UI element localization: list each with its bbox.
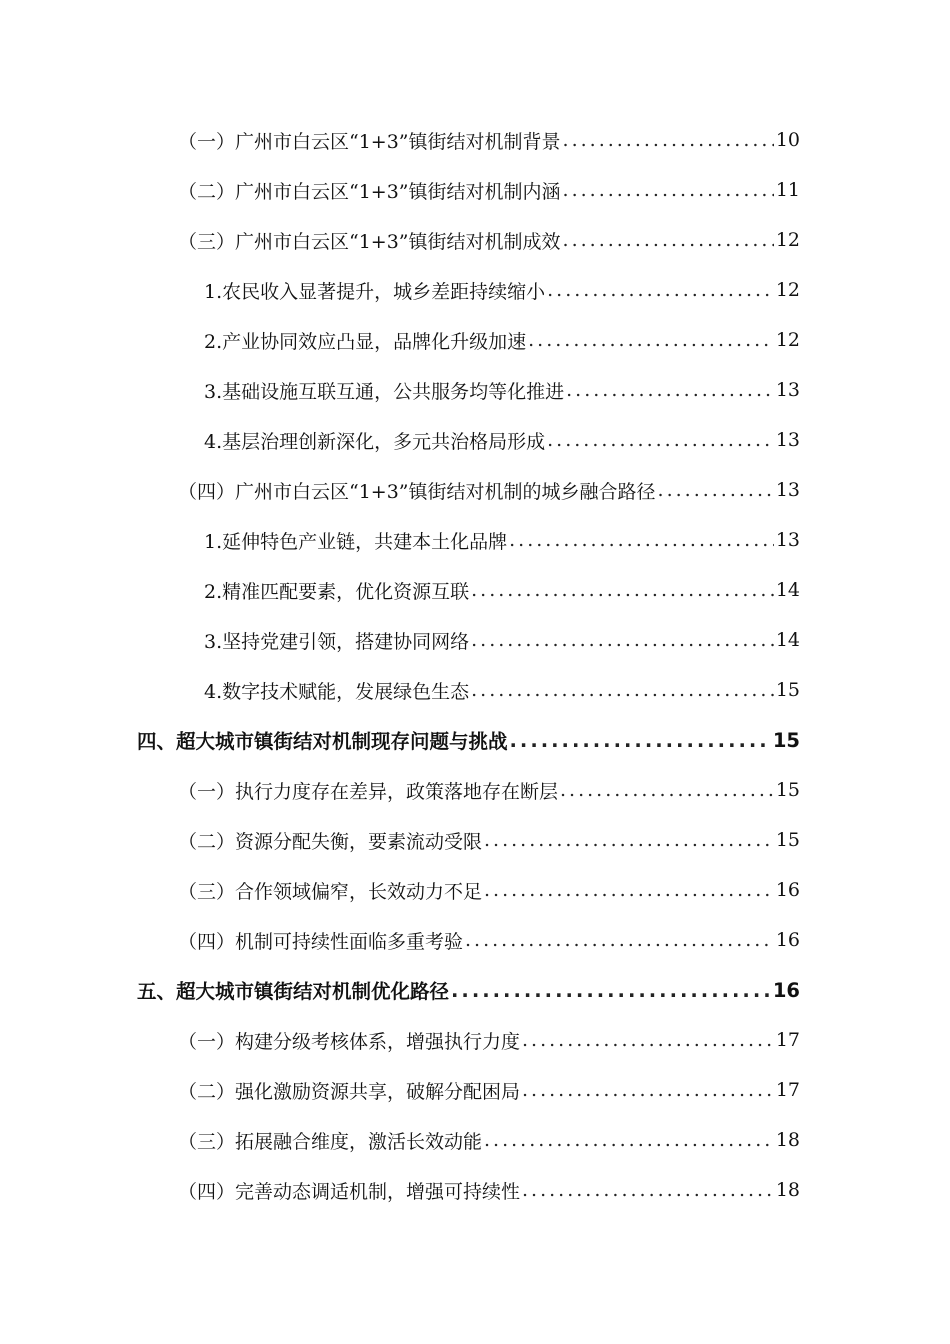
toc-page-number: 11 — [775, 179, 800, 201]
toc-entry-label: 五、超大城市镇街结对机制优化路径 — [137, 980, 450, 1003]
toc-entry-label: （一）广州市白云区“1+3”镇街结对机制背景 — [178, 130, 561, 153]
toc-entry[interactable] — [204, 370, 800, 410]
toc-page-number: 16 — [775, 929, 800, 951]
toc-entry[interactable] — [178, 470, 800, 510]
toc-dot-leader — [658, 479, 774, 501]
toc-entry-label: （四）广州市白云区“1+3”镇街结对机制的城乡融合路径 — [178, 480, 656, 503]
toc-entry[interactable] — [178, 870, 800, 910]
toc-page-number: 14 — [775, 579, 800, 601]
toc-dot-leader — [509, 529, 774, 551]
toc-entry-label: 2.产业协同效应凸显，品牌化升级加速 — [204, 330, 527, 353]
toc-entry[interactable] — [204, 520, 800, 560]
toc-dot-leader — [510, 729, 771, 752]
toc-page-number: 13 — [775, 379, 800, 401]
toc-entry[interactable] — [204, 620, 800, 660]
toc-dot-leader — [560, 779, 774, 801]
toc-dot-leader — [566, 379, 774, 401]
toc-page-number: 13 — [775, 529, 800, 551]
toc-entry-label: （二）强化激励资源共享，破解分配困局 — [178, 1080, 521, 1103]
toc-entry-label: （一）构建分级考核体系，增强执行力度 — [178, 1030, 521, 1053]
toc-page-number: 18 — [775, 1129, 800, 1151]
toc-page-number: 12 — [775, 229, 800, 251]
toc-entry[interactable] — [178, 1120, 800, 1160]
toc-entry-label: 四、超大城市镇街结对机制现存问题与挑战 — [137, 730, 508, 753]
toc-entry-label: 4.数字技术赋能，发展绿色生态 — [204, 680, 470, 703]
toc-entry[interactable] — [204, 270, 800, 310]
toc-entry[interactable] — [178, 1070, 800, 1110]
toc-dot-leader — [522, 1079, 774, 1101]
toc-entry[interactable] — [204, 570, 800, 610]
toc-page-number: 13 — [775, 429, 800, 451]
toc-dot-leader — [528, 329, 774, 351]
toc-page-number: 14 — [775, 629, 800, 651]
toc-page-number: 13 — [775, 479, 800, 501]
toc-page-number: 17 — [775, 1029, 800, 1051]
toc-entry[interactable] — [178, 920, 800, 960]
toc-entry-label: （三）广州市白云区“1+3”镇街结对机制成效 — [178, 230, 561, 253]
toc-entry[interactable] — [178, 120, 800, 160]
toc-entry-label: 1.农民收入显著提升，城乡差距持续缩小 — [204, 280, 546, 303]
toc-dot-leader — [471, 579, 774, 601]
toc-page-number: 15 — [775, 679, 800, 701]
toc-entry[interactable] — [178, 1170, 800, 1210]
toc-entry[interactable] — [204, 420, 800, 460]
toc-dot-leader — [471, 629, 774, 651]
toc-chapter-entry[interactable] — [137, 970, 800, 1010]
toc-dot-leader — [547, 429, 774, 451]
toc-dot-leader — [563, 179, 774, 201]
toc-dot-leader — [484, 879, 774, 901]
toc-entry-label: 4.基层治理创新深化，多元共治格局形成 — [204, 430, 546, 453]
toc-dot-leader — [563, 129, 774, 151]
toc-dot-leader — [465, 929, 774, 951]
toc-page-number: 16 — [772, 978, 800, 1002]
toc-dot-leader — [451, 979, 771, 1002]
toc-chapter-entry[interactable] — [137, 720, 800, 760]
toc-page-number: 12 — [775, 329, 800, 351]
toc-entry[interactable] — [178, 820, 800, 860]
toc-entry-label: （三）合作领域偏窄，长效动力不足 — [178, 880, 483, 903]
toc-entry-label: 2.精准匹配要素，优化资源互联 — [204, 580, 470, 603]
toc-entry-label: （二）资源分配失衡，要素流动受限 — [178, 830, 483, 853]
toc-entry[interactable] — [178, 170, 800, 210]
toc-entry-label: （一）执行力度存在差异，政策落地存在断层 — [178, 780, 559, 803]
toc-page-number: 18 — [775, 1179, 800, 1201]
toc-dot-leader — [522, 1029, 774, 1051]
toc-dot-leader — [471, 679, 774, 701]
toc-entry-label: （四）机制可持续性面临多重考验 — [178, 930, 464, 953]
toc-entry[interactable] — [204, 670, 800, 710]
toc-dot-leader — [547, 279, 774, 301]
toc-page-number: 17 — [775, 1079, 800, 1101]
toc-entry-label: 3.基础设施互联互通，公共服务均等化推进 — [204, 380, 565, 403]
toc-entry[interactable] — [178, 220, 800, 260]
toc-entry[interactable] — [178, 770, 800, 810]
toc-entry[interactable] — [178, 1020, 800, 1060]
toc-page-number: 15 — [775, 829, 800, 851]
toc-page-number: 15 — [772, 728, 800, 752]
toc-page-number: 12 — [775, 279, 800, 301]
toc-dot-leader — [522, 1179, 774, 1201]
toc-dot-leader — [484, 829, 774, 851]
toc-page-number: 10 — [775, 129, 800, 151]
toc-entry-label: （二）广州市白云区“1+3”镇街结对机制内涵 — [178, 180, 561, 203]
toc-page-number: 15 — [775, 779, 800, 801]
toc-entry-label: （四）完善动态调适机制，增强可持续性 — [178, 1180, 521, 1203]
toc-dot-leader — [563, 229, 774, 251]
toc-entry-label: 3.坚持党建引领，搭建协同网络 — [204, 630, 470, 653]
toc-entry[interactable] — [204, 320, 800, 360]
toc-entry-label: （三）拓展融合维度，激活长效动能 — [178, 1130, 483, 1153]
toc-entry-label: 1.延伸特色产业链，共建本土化品牌 — [204, 530, 508, 553]
toc-dot-leader — [484, 1129, 774, 1151]
toc-page-number: 16 — [775, 879, 800, 901]
